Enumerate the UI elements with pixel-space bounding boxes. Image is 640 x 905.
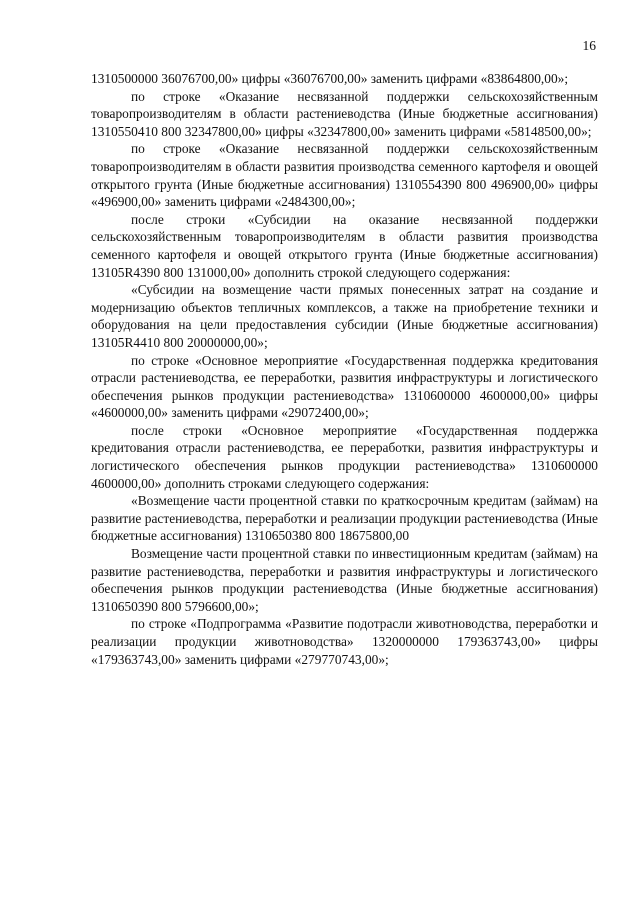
paragraph: по строке «Оказание несвязанной поддержки сельскохозяйственным товаропроизводителям в области развития производства семенного картофеля и овощей открытого грунта (Иные бюджетные ассигнования) 1310554390 800 496900,00» цифры «496900,00» заменить цифрами «2484300,00»; (91, 141, 598, 210)
paragraph: «Субсидии на возмещение части прямых понесенных затрат на создание и модернизацию объектов тепличных комплексов, а также на приобретение техники и оборудования на цели предоставления субсидии (Иные бюджетные ассигнования) 13105R4410 800 20000000,00»; (91, 282, 598, 350)
document-body (91, 70, 598, 668)
paragraph: 1310500000 36076700,00» цифры «36076700,00» заменить цифрами «83864800,00»; (91, 71, 569, 86)
paragraph: «Возмещение части процентной ставки по краткосрочным кредитам (займам) на развитие растениеводства, переработки и реализации продукции растениеводства (Иные бюджетные ассигнования) 1310650380 800 18675800,00 (91, 493, 598, 544)
page-number: 16 (582, 38, 596, 53)
paragraph: по строке «Основное мероприятие «Государственная поддержка кредитования отрасли растениеводства, ее переработки, развития инфраструктуры и логистического обеспечения рынков продукции растениеводства» 1310600000 4600000,00» цифры «4600000,00» заменить цифрами «29072400,00»; (91, 352, 598, 421)
paragraph: по строке «Оказание несвязанной поддержки сельскохозяйственным товаропроизводителям в области растениеводства (Иные бюджетные ассигнования) 1310550410 800 32347800,00» цифры «32347800,00» заменить цифрами «58148500,00»; (91, 88, 598, 139)
paragraph: Возмещение части процентной ставки по инвестиционным кредитам (займам) на развитие растениеводства, переработки и развития инфраструктуры и логистического обеспечения рынков продукции растениеводства (Иные бюджетные ассигнования) 1310650390 800 5796600,00»; (91, 546, 598, 614)
paragraph: после строки «Субсидии на оказание несвязанной поддержки сельскохозяйственным товаропроизводителям в области развития производства семенного картофеля и овощей открытого грунта (Иные бюджетные ассигнования) 13105R4390 800 131000,00» дополнить строкой следующего содержания: (91, 211, 598, 280)
paragraph: после строки «Основное мероприятие «Государственная поддержка кредитования отрасли растениеводства, ее переработки, развития инфраструктуры и логистического обеспечения рынков продукции растениеводства» 1310600000 4600000,00» дополнить строками следующего содержания: (91, 422, 598, 491)
paragraph: по строке «Подпрограмма «Развитие подотрасли животноводства, переработки и реализации продукции животноводства» 1320000000 179363743,00» цифры «179363743,00» заменить цифрами «279770743,00»; (91, 616, 598, 667)
